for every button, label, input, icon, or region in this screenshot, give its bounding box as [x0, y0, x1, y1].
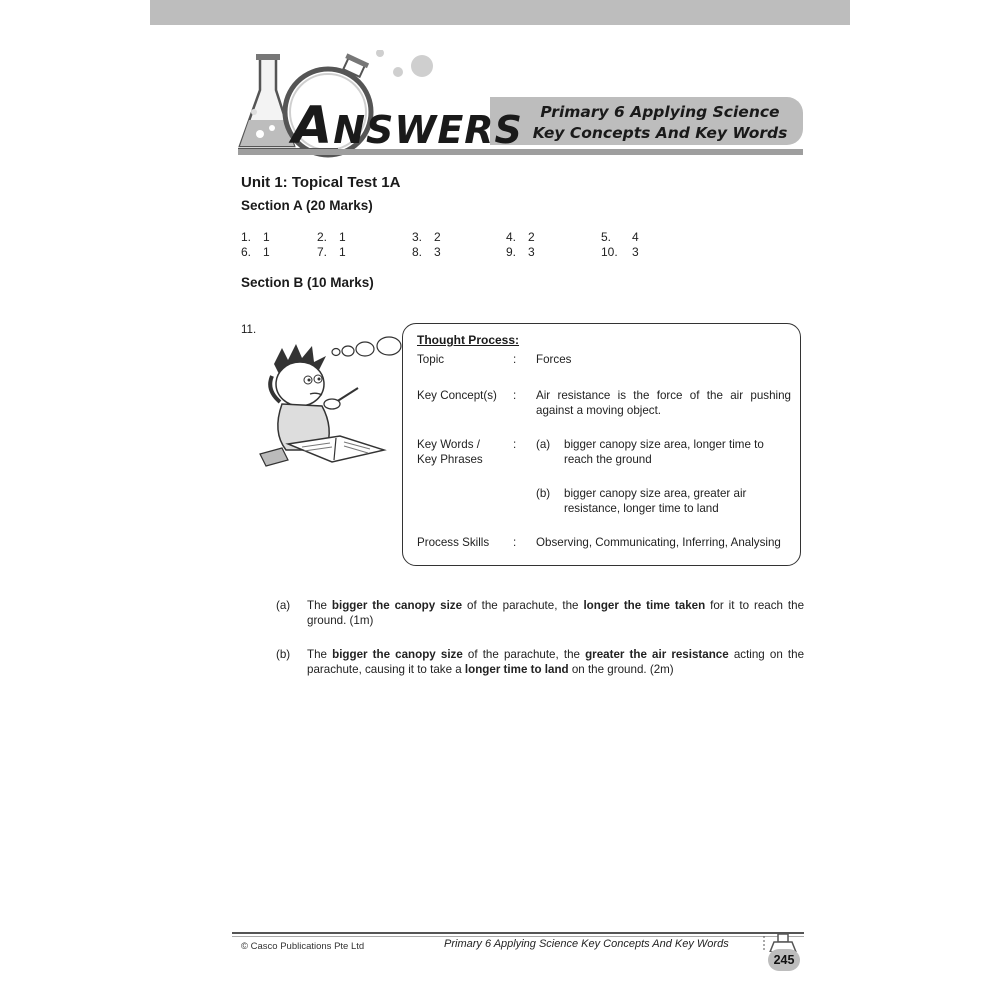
mc-answer: 9. 3 — [506, 245, 535, 259]
colon: : — [513, 353, 517, 366]
answers-title-first-letter: A — [292, 96, 334, 156]
mc-answer: 7. 1 — [317, 245, 346, 259]
mc-answer: 8. 3 — [412, 245, 441, 259]
question-number: 11. — [241, 324, 257, 336]
key-word-letter: (b) — [536, 487, 551, 500]
thought-process-title: Thought Process: — [417, 333, 520, 347]
answers-title-rest: NSWERS — [333, 108, 523, 152]
thinking-boy-illustration — [252, 332, 402, 477]
mc-answer: 3. 2 — [412, 230, 441, 244]
topic-label: Topic — [417, 353, 445, 366]
colon: : — [513, 389, 517, 402]
mc-answer: 2. 1 — [317, 230, 346, 244]
mc-answer: 5. 4 — [601, 230, 639, 244]
footer-rule — [232, 932, 804, 934]
answer-b-letter: (b) — [276, 648, 291, 661]
key-word-text: bigger canopy size area, longer time to reach the ground — [564, 438, 764, 466]
key-word-text: bigger canopy size area, greater air resistance, longer time to land — [564, 487, 747, 515]
key-word-letter: (a) — [536, 438, 551, 451]
key-concept-label: Key Concept(s) — [417, 389, 497, 402]
section-a-heading: Section A (20 Marks) — [241, 198, 373, 213]
mc-answer: 4. 2 — [506, 230, 535, 244]
subtitle-line-1: Primary 6 Applying Science — [540, 103, 780, 121]
mc-answer: 6. 1 — [241, 245, 270, 259]
topic-value: Forces — [536, 353, 572, 366]
process-skills-value: Observing, Communicating, Inferring, Analysing — [536, 536, 781, 549]
book-subtitle — [520, 102, 800, 144]
answer-b-text: The bigger the canopy size of the parachute, the greater the air resistance acting on the parachute, causing it to take a longer time to land on the ground. (2m) — [307, 648, 805, 676]
colon: : — [513, 438, 517, 451]
footer-book-title: Primary 6 Applying Science Key Concepts And Key Words — [444, 938, 729, 950]
answer-a-text: The bigger the canopy size of the parachute, the longer the time taken for it to reach the ground. (1m) — [307, 599, 805, 627]
footer-rule-thin — [232, 936, 804, 937]
process-skills-label: Process Skills — [417, 536, 490, 549]
unit-heading: Unit 1: Topical Test 1A — [241, 174, 401, 191]
top-bar — [150, 0, 850, 25]
section-b-heading: Section B (10 Marks) — [241, 275, 374, 290]
copyright-text: © Casco Publications Pte Ltd — [241, 941, 365, 952]
subtitle-line-2: Key Concepts And Key Words — [532, 124, 788, 142]
key-words-label: Key Words / Key Phrases — [417, 438, 483, 466]
mc-answer: 1. 1 — [241, 230, 270, 244]
page-number: 245 — [768, 949, 800, 971]
answer-a-letter: (a) — [276, 599, 291, 612]
mc-answer: 10. 3 — [601, 245, 639, 259]
colon: : — [513, 536, 517, 549]
answers-title — [292, 96, 523, 156]
key-concept-value: Air resistance is the force of the air pushing against a moving object. — [536, 389, 791, 417]
